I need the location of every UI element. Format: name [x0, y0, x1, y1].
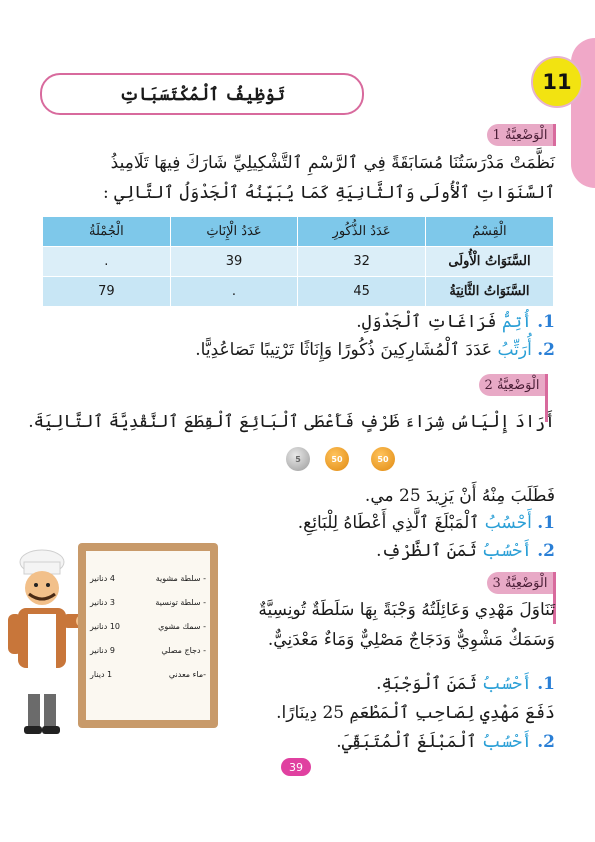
question-text: ٱلْمَبْلَغَ ٱلَّذِي أَعْطَاهُ لِلْبَائِعِ.: [297, 513, 480, 533]
table-cell: السَّنَوَاتُ الْأُولَى: [425, 247, 553, 277]
question-number: 1.: [537, 674, 555, 694]
situation-3-question-1: [230, 672, 555, 696]
table-header-cell: الْجُمْلَةُ: [43, 217, 171, 247]
lesson-number-badge: 11: [531, 56, 583, 108]
table-cell: 79: [43, 277, 171, 307]
question-verb: أَحْسُبُ: [482, 674, 532, 694]
participants-table: [42, 216, 554, 307]
question-text: ثَمَنَ ٱلْوَجْبَةِ.: [376, 674, 477, 694]
question-verb: أُتِمُّ: [501, 312, 532, 332]
table-header-cell: عَدَدُ الْإِنَاثِ: [170, 217, 298, 247]
table-row: [43, 277, 554, 307]
situation-1-question-1: [30, 310, 555, 334]
situation-3-question-2: [230, 730, 555, 754]
menu-item-price: 1 دينار: [90, 670, 113, 679]
situation-3-text-line3: دَفَعَ مَهْدِي لِصَاحِبِ ٱلْمَطْعَمِ 25 دِينَارًا.: [276, 703, 555, 723]
table-header-row: [43, 217, 554, 247]
table-cell: .: [43, 247, 171, 277]
question-verb: أُرَتِّبُ: [497, 340, 532, 360]
table-header-cell: عَدَدُ الذُّكُورِ: [298, 217, 426, 247]
menu-item-price: 10 دنانير: [90, 622, 121, 631]
table-cell: .: [170, 277, 298, 307]
situation-2-question-1: [30, 511, 555, 535]
situation-2-text-line1: أَرَادَ إِلْيَاسُ شِرَاءَ ظَرْفٍ فَأَعْطَى ٱلْبَائِعَ ٱلْقِطَعَ ٱلنَّقْدِيَّةَ ٱلتَّالِيَةَ.: [28, 412, 555, 432]
menu-item-name: - دجاج مصلي: [161, 646, 206, 655]
menu-item-name: - سلطة تونسية: [155, 598, 206, 607]
menu-item-price: 3 دنانير: [90, 598, 115, 607]
menu-item-price: 9 دنانير: [90, 646, 115, 655]
menu-item: [90, 574, 206, 592]
table-header-cell: الْقِسْمُ: [425, 217, 553, 247]
situation-3-label: الْوَضْعِيَّةُ 3: [487, 572, 553, 594]
question-number: 2.: [537, 732, 555, 752]
table-cell: السَّنَوَاتُ الثَّانِيَةُ: [425, 277, 553, 307]
situation-1-bar: [553, 124, 556, 146]
situation-1-question-2: [30, 338, 555, 362]
situation-2-label: الْوَضْعِيَّةُ 2: [479, 374, 545, 396]
menu-item: [90, 670, 206, 688]
question-number: 2.: [537, 541, 555, 561]
coin-icon: 5: [286, 447, 310, 471]
question-number: 2.: [537, 340, 555, 360]
page-number: 39: [281, 758, 311, 776]
question-verb: أَحْسُبُ: [482, 541, 532, 561]
coin-icon: 50: [325, 447, 349, 471]
menu-item: [90, 622, 206, 640]
question-verb: أَحْسُبُ: [484, 513, 532, 533]
question-verb: أَحْسُبُ: [482, 732, 532, 752]
situation-1-label: الْوَضْعِيَّةُ 1: [487, 124, 553, 146]
situation-1-text-line1: نَظَّمَتْ مَدْرَسَتُنَا مُسَابَقَةً فِي ٱلرَّسْمِ ٱلتَّشْكِيلِيِّ شَارَكَ فِيهَا تَلَامِيذُ: [110, 153, 555, 173]
coin-icon: 50: [371, 447, 395, 471]
table-cell: 39: [170, 247, 298, 277]
question-text: ثَمَنَ ٱلظَّرْفِ.: [376, 541, 477, 561]
situation-2-text-line2: فَطَلَبَ مِنْهُ أَنْ يَزِيدَ 25 مي.: [364, 486, 555, 506]
menu-item-name: - سمك مشوي: [158, 622, 206, 631]
menu-item-name: - سلطة مشوية: [155, 574, 206, 583]
menu-item-price: 4 دنانير: [90, 574, 115, 583]
table-row: [43, 247, 554, 277]
menu-item-name: -ماء معدني: [168, 670, 206, 679]
question-number: 1.: [537, 513, 555, 533]
question-number: 1.: [537, 312, 555, 332]
side-decor-band: [571, 38, 595, 188]
table-cell: 32: [298, 247, 426, 277]
question-text: ٱلْمَبْلَغَ ٱلْمُتَبَقِّيَ.: [336, 732, 477, 752]
menu-item: [90, 646, 206, 664]
menu-item: [90, 598, 206, 616]
page-title: تَوْظِيفُ ٱلْمُكْتَسَبَاتِ: [40, 73, 364, 115]
question-text: عَدَدَ ٱلْمُشَارِكِينَ ذُكُورًا وَإِنَاثًا تَرْتِيبًا تَصَاعُدِيًّا.: [195, 340, 493, 360]
question-text: فَرَاغَاتِ ٱلْجَدْوَلِ.: [356, 312, 497, 332]
chef-illustration: [2, 548, 86, 738]
table-cell: 45: [298, 277, 426, 307]
situation-3-text-line1: تَنَاوَلَ مَهْدِي وَعَائِلَتُهُ وَجْبَةً بِهَا سَلَطَةٌ تُونِسِيَّةٌ: [258, 600, 555, 620]
situation-1-text-line2: ٱلسَّنَوَاتِ ٱلْأُولَى وَٱلثَّانِيَةِ كَمَا يُبَيِّنُهُ ٱلْجَدْوَلُ ٱلتَّالِي :: [103, 183, 555, 203]
situation-3-text-line2: وَسَمَكٌ مَشْوِيٌّ وَدَجَاجٌ مَصْلِيٌّ وَمَاءٌ مَعْدَنِيٌّ.: [267, 630, 555, 650]
